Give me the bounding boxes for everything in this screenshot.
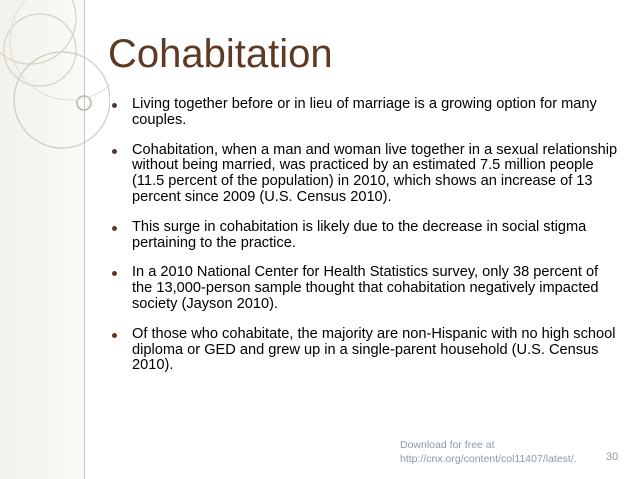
- bullet-text: In a 2010 National Center for Health Statistics survey, only 38 percent of the 13,000-person sample thought that cohabitation negatively impacted society (Jayson 2010).: [132, 264, 599, 312]
- bullet-item: [110, 220, 620, 252]
- bullet-marker-icon: [112, 226, 117, 231]
- bullet-item: [110, 97, 620, 129]
- bullet-marker-icon: [112, 149, 117, 154]
- download-note-line-1: Download for free at: [400, 439, 495, 451]
- bullet-marker-icon: [112, 271, 117, 276]
- slide-title: Cohabitation: [108, 32, 333, 76]
- page-number: 30: [606, 451, 619, 463]
- deco-circle-3: [14, 52, 110, 148]
- bullet-marker-icon: [112, 333, 117, 338]
- bullet-text: Living together before or in lieu of marriage is a growing option for many couples.: [132, 96, 597, 128]
- download-note[interactable]: [400, 438, 600, 466]
- bullet-list: [110, 97, 620, 388]
- decorative-circles: [0, 0, 110, 479]
- bullet-item: [110, 265, 620, 312]
- bullet-text: This surge in cohabitation is likely due to the decrease in social stigma pertaining to the practice.: [132, 218, 587, 251]
- download-link[interactable]: http://cnx.org/content/col11407/latest/.: [400, 453, 577, 465]
- bullet-item: [110, 327, 620, 374]
- bullet-text: Of those who cohabitate, the majority are non-Hispanic with no high school diploma or GED and grew up in a single-parent household (U.S. Census 2010).: [132, 325, 616, 374]
- bullet-text: Cohabitation, when a man and woman live together in a sexual relationship without being married, was practiced by an estimated 7.5 million people (11.5 percent of the population) in 2010, which shows an increase of 13 percent since 2009 (U.S. Census 2010).: [132, 141, 618, 205]
- deco-circle-5: [10, 0, 110, 100]
- bullet-marker-icon: [112, 103, 117, 108]
- divider-line: [84, 0, 85, 479]
- bullet-item: [110, 143, 620, 206]
- deco-circle-2: [4, 14, 76, 86]
